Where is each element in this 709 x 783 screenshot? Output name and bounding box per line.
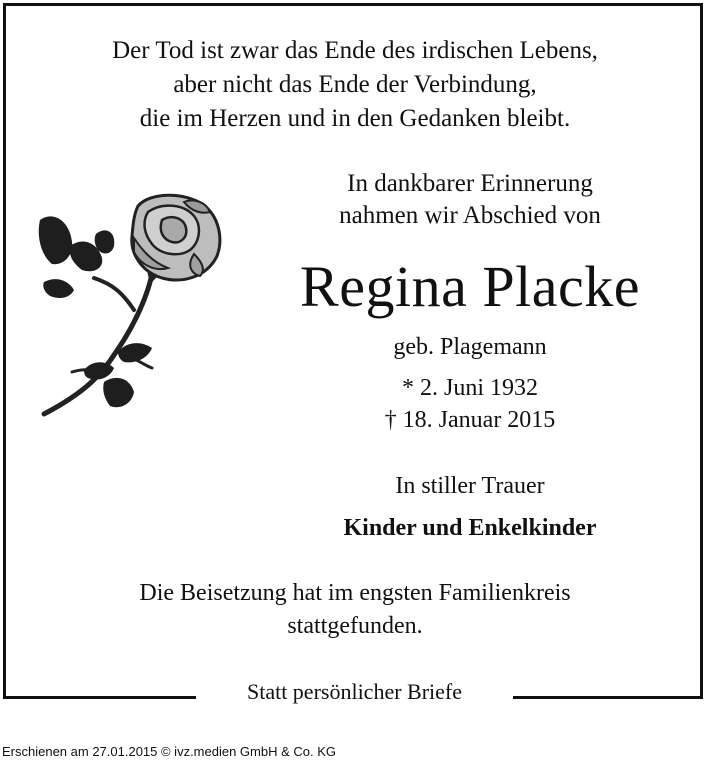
death-date: † 18. Januar 2015 — [384, 407, 556, 433]
memorial-quote — [30, 34, 680, 136]
closing-note: Statt persönlicher Briefe — [246, 679, 463, 704]
burial-note — [30, 577, 680, 643]
deceased-name: Regina Placke — [300, 254, 640, 319]
bottom-rule-right — [513, 696, 703, 699]
rose-illustration — [34, 192, 228, 420]
mourners: Kinder und Enkelkinder — [343, 515, 597, 541]
publication-footer: Erschienen am 27.01.2015 © ivz.medien GmbH & Co. KG — [2, 744, 337, 759]
quote-line: aber nicht das Ende der Verbindung, — [173, 71, 537, 98]
burial-line: Die Beisetzung hat im engsten Familienkreis — [139, 580, 571, 606]
quote-line: Der Tod ist zwar das Ende des irdischen Lebens, — [112, 37, 598, 64]
birth-date: * 2. Juni 1932 — [401, 375, 538, 401]
mourning-line: In stiller Trauer — [395, 473, 545, 499]
bottom-rule-left — [3, 696, 196, 699]
quote-line: die im Herzen und in den Gedanken bleibt. — [139, 105, 571, 132]
intro-line: In dankbarer Erinnerung — [347, 170, 593, 197]
intro-line: nahmen wir Abschied von — [339, 202, 601, 229]
life-dates — [270, 372, 670, 436]
burial-line: stattgefunden. — [287, 613, 423, 639]
birth-name: geb. Plagemann — [393, 334, 547, 360]
intro-text — [270, 168, 670, 232]
